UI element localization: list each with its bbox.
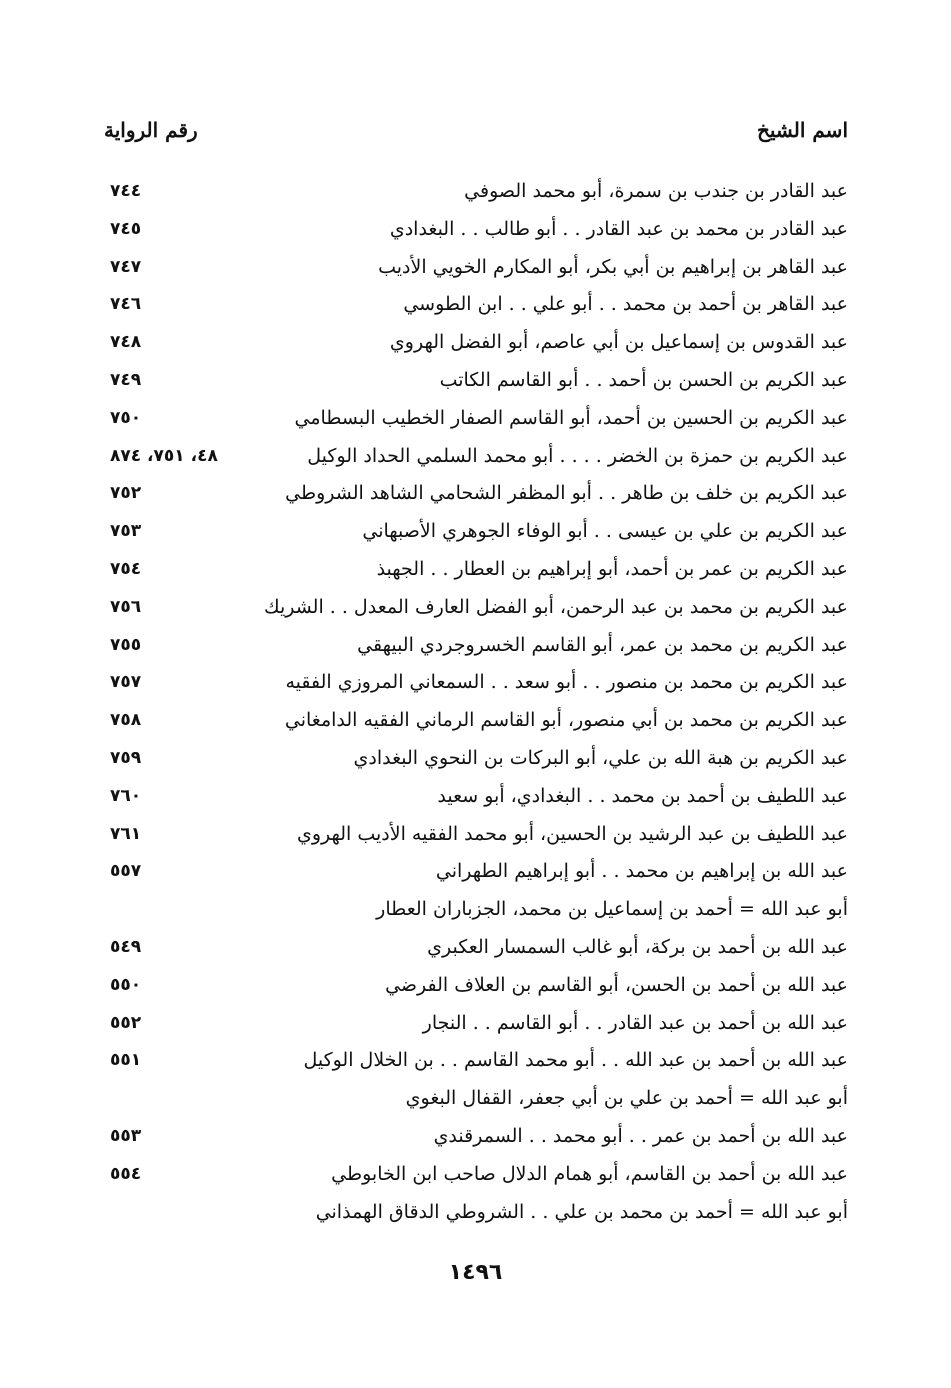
- list-item: [104, 289, 848, 327]
- entry-number: ٥٥٠: [110, 974, 142, 995]
- table-header: [104, 118, 848, 148]
- entries-list: [104, 176, 848, 1234]
- entry-name: أبو عبد الله = أحمد بن إسماعيل بن محمد، الجزباران العطار: [376, 898, 848, 921]
- entry-name: عبد الله بن إبراهيم بن محمد . . أبو إبراهيم الطهراني: [435, 860, 848, 883]
- entry-number: ٧٥٤: [110, 558, 142, 579]
- entry-number: ٧٦١: [110, 823, 142, 844]
- list-item: [104, 1121, 848, 1159]
- entry-number: ٥٥٤: [110, 1163, 142, 1184]
- entry-number: ٧٤٤: [110, 181, 142, 201]
- entry-number: ٧٤٨: [110, 332, 142, 353]
- entry-name: عبد الكريم بن علي بن عيسى . . أبو الوفاء الجوهري الأصبهاني: [362, 520, 848, 543]
- entry-name: عبد الكريم بن محمد بن أبي منصور، أبو القاسم الرماني الفقيه الدامغاني: [284, 709, 848, 732]
- list-item: [104, 403, 848, 441]
- entry-number: ٥٥٧: [110, 861, 142, 882]
- list-item: [104, 327, 848, 365]
- entry-name: أبو عبد الله = أحمد بن علي بن أبي جعفر، القفال البغوي: [405, 1087, 848, 1110]
- list-item: [104, 819, 848, 857]
- list-item: [104, 1045, 848, 1083]
- entry-name: عبد الله بن أحمد بن عمر . . أبو محمد . . السمرقندي: [433, 1124, 848, 1147]
- entry-name: عبد القادر بن جندب بن سمرة، أبو محمد الصوفي: [464, 180, 848, 202]
- entry-number: ٧٥٢: [110, 483, 142, 504]
- entry-name: عبد الكريم بن محمد بن منصور . . أبو سعد . . السمعاني المروزي الفقيه: [285, 671, 848, 694]
- entry-number: ٧٤٥: [110, 218, 142, 239]
- column-header-name: اسم الشيخ: [756, 118, 848, 142]
- list-item: [104, 1008, 848, 1046]
- entry-number: ٧٤٧: [110, 256, 142, 277]
- list-item: [104, 365, 848, 403]
- column-header-number: رقم الرواية: [104, 118, 198, 142]
- entry-number: ٧٥٨: [110, 710, 142, 731]
- list-item: [104, 214, 848, 252]
- list-item: [104, 1197, 848, 1235]
- entry-name: عبد الكريم بن عمر بن أحمد، أبو إبراهيم بن العطار . . الجهبذ: [376, 557, 848, 580]
- entry-name: عبد الله بن أحمد بن عبد القادر . . أبو القاسم . . النجار: [422, 1011, 848, 1034]
- list-item: [104, 176, 848, 214]
- entry-number: ٧٤٦: [110, 294, 142, 315]
- entry-name: عبد اللطيف بن أحمد بن محمد . . البغدادي، أبو سعيد: [437, 784, 848, 807]
- entry-name: عبد الكريم بن خلف بن طاهر . . أبو المظفر الشحامي الشاهد الشروطي: [285, 482, 848, 505]
- entry-name: عبد الكريم بن محمد بن عمر، أبو القاسم الخسروجردي البيهقي: [357, 633, 848, 656]
- list-item: [104, 252, 848, 290]
- list-item: [104, 516, 848, 554]
- entry-name: عبد القدوس بن إسماعيل بن أبي عاصم، أبو الفضل الهروي: [389, 331, 848, 354]
- list-item: [104, 630, 848, 668]
- entry-number: ٧٦٠: [110, 785, 142, 806]
- entry-name: عبد الكريم بن محمد بن عبد الرحمن، أبو الفضل العارف المعدل . . الشريك: [263, 595, 848, 618]
- entry-number: ٤٨، ٧٥١، ٨٧٤: [110, 445, 218, 466]
- entry-number: ٥٥٢: [110, 1012, 142, 1033]
- list-item: [104, 478, 848, 516]
- list-item: [104, 932, 848, 970]
- entry-name: عبد الله بن أحمد بن بركة، أبو غالب السمسار العكبري: [427, 935, 848, 958]
- list-item: [104, 705, 848, 743]
- entry-name: عبد الكريم بن حمزة بن الخضر . . . . أبو محمد السلمي الحداد الوكيل: [307, 444, 848, 467]
- entry-name: عبد الله بن أحمد بن الحسن، أبو القاسم بن العلاف الفرضي: [385, 973, 848, 996]
- entry-name: عبد الكريم بن هبة الله بن علي، أبو البركات بن النحوي البغدادي: [353, 746, 848, 769]
- entry-number: ٧٤٩: [110, 369, 142, 390]
- entry-number: ٧٥٠: [110, 407, 142, 428]
- entry-name: أبو عبد الله = أحمد بن محمد بن علي . . الشروطي الدقاق الهمذاني: [315, 1200, 848, 1223]
- list-item: [104, 894, 848, 932]
- list-item: [104, 856, 848, 894]
- entry-number: ٧٥٥: [110, 634, 142, 655]
- entry-name: عبد اللطيف بن عبد الرشيد بن الحسين، أبو محمد الفقيه الأديب الهروي: [296, 822, 848, 845]
- entry-number: ٥٥١: [110, 1050, 142, 1071]
- entry-name: عبد القادر بن محمد بن عبد القادر . . أبو طالب . . البغدادي: [389, 217, 848, 240]
- entry-name: عبد القاهر بن أحمد بن محمد . . أبو علي . . ابن الطوسي: [403, 293, 848, 316]
- entry-name: عبد الله بن أحمد بن عبد الله . . أبو محمد القاسم . . بن الخلال الوكيل: [303, 1049, 848, 1072]
- list-item: [104, 970, 848, 1008]
- entry-name: عبد القاهر بن إبراهيم بن أبي بكر، أبو المكارم الخويي الأديب: [378, 255, 848, 278]
- list-item: [104, 1083, 848, 1121]
- entry-name: عبد الكريم بن الحسين بن أحمد، أبو القاسم الصفار الخطيب البسطامي: [294, 406, 848, 429]
- list-item: [104, 667, 848, 705]
- list-item: [104, 441, 848, 479]
- entry-number: ٥٥٣: [110, 1125, 142, 1146]
- entry-name: عبد الكريم بن الحسن بن أحمد . . أبو القاسم الكاتب: [439, 368, 848, 391]
- list-item: [104, 743, 848, 781]
- entry-number: ٥٤٩: [110, 936, 142, 957]
- page-number: ١٤٩٦: [448, 1260, 503, 1285]
- list-item: [104, 1159, 848, 1197]
- list-item: [104, 554, 848, 592]
- list-item: [104, 781, 848, 819]
- entry-number: ٧٥٣: [110, 521, 142, 542]
- entry-number: ٧٥٦: [110, 596, 142, 617]
- entry-number: ٧٥٩: [110, 747, 142, 768]
- entry-name: عبد الله بن أحمد بن القاسم، أبو همام الدلال صاحب ابن الخابوطي: [331, 1162, 848, 1185]
- list-item: [104, 592, 848, 630]
- entry-number: ٧٥٧: [110, 672, 142, 693]
